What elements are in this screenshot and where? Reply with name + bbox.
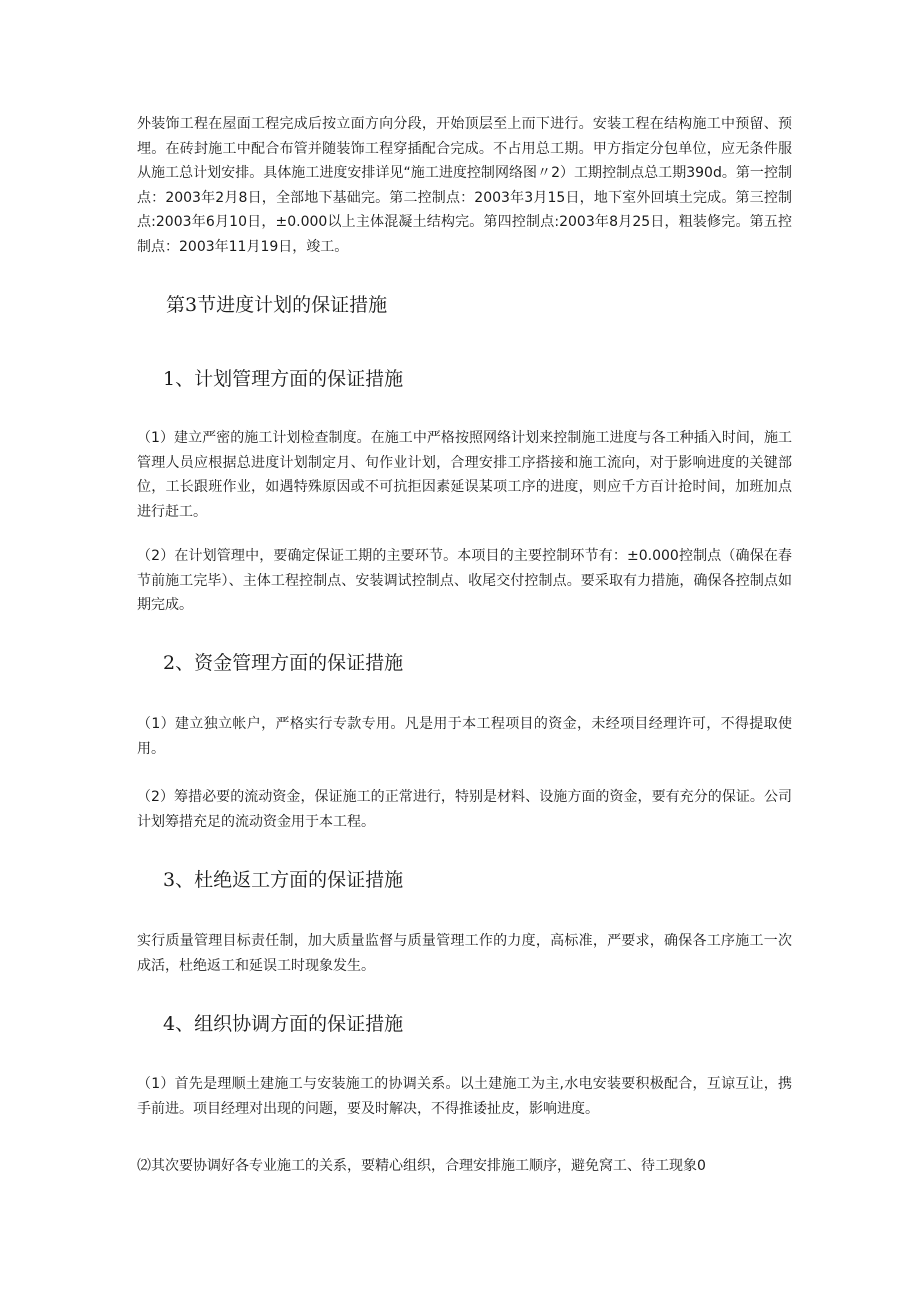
intro-paragraph: 外装饰工程在屋面工程完成后按立面方向分段，开始顶层至上而下进行。安装工程在结构施工中预留、预埋。在砖封施工中配合布管并随装饰工程穿插配合完成。不占用总工期。甲方指定分包单位，应无条件服从施工总计划安排。具体施工进度安排详见“施工进度控制网络图〃2）工期控制点总工期390d。第一控制点：2003年2月8日，全部地下基础完。第二控制点：2003年3月15日，地下室外回填土完成。第三控制点:2003年6月10日，±0.000以上主体混凝土结构完。第四控制点:2003年8月25日，粗装修完。第五控制点：2003年11月19日，竣工。	[137, 116, 792, 255]
section-title: 第3节进度计划的保证措施	[166, 294, 388, 316]
paragraph-plan-2: （2）在计划管理中，要确定保证工期的主要环节。本项目的主要控制环节有：±0.000控制点（确保在春节前施工完毕）、主体工程控制点、安装调试控制点、收尾交付控制点。要采取有力措施，确保各控制点如期完成。	[137, 548, 792, 613]
paragraph-coord-1: （1）首先是理顺土建施工与安装施工的协调关系。以土建施工为主,水电安装要积极配合，互谅互让，携手前进。项目经理对出现的问题，要及时解决，不得推诿扯皮，影响进度。	[137, 1076, 792, 1117]
paragraph-plan-1: （1）建立严密的施工计划检查制度。在施工中严格按照网络计划来控制施工进度与各工种插入时间，施工管理人员应根据总进度计划制定月、旬作业计划，合理安排工序搭接和施工流向，对于影响进度的关键部位，工长跟班作业，如遇特殊原因或不可抗拒因素延误某项工序的进度，则应千方百计抢时间，加班加点进行赶工。	[137, 430, 792, 520]
heading-rework-prevention: 3、杜绝返工方面的保证措施	[163, 869, 404, 891]
heading-fund-management: 2、资金管理方面的保证措施	[163, 652, 404, 674]
heading-coordination: 4、组织协调方面的保证措施	[163, 1013, 404, 1035]
paragraph-fund-1: （1）建立独立帐户，严格实行专款专用。凡是用于本工程项目的资金，未经项目经理许可，不得提取使用。	[137, 716, 792, 757]
heading-plan-management: 1、计划管理方面的保证措施	[163, 368, 404, 390]
paragraph-fund-2: （2）筹措必要的流动资金，保证施工的正常进行，特别是材料、设施方面的资金，要有充分的保证。公司计划筹措充足的流动资金用于本工程。	[137, 789, 792, 830]
paragraph-rework-1: 实行质量管理目标责任制，加大质量监督与质量管理工作的力度，高标准，严要求，确保各工序施工一次成活，杜绝返工和延误工时现象发生。	[137, 933, 792, 974]
paragraph-coord-2: ⑵其次要协调好各专业施工的关系，要精心组织，合理安排施工顺序，避免窝工、待工现象0	[137, 1158, 706, 1174]
